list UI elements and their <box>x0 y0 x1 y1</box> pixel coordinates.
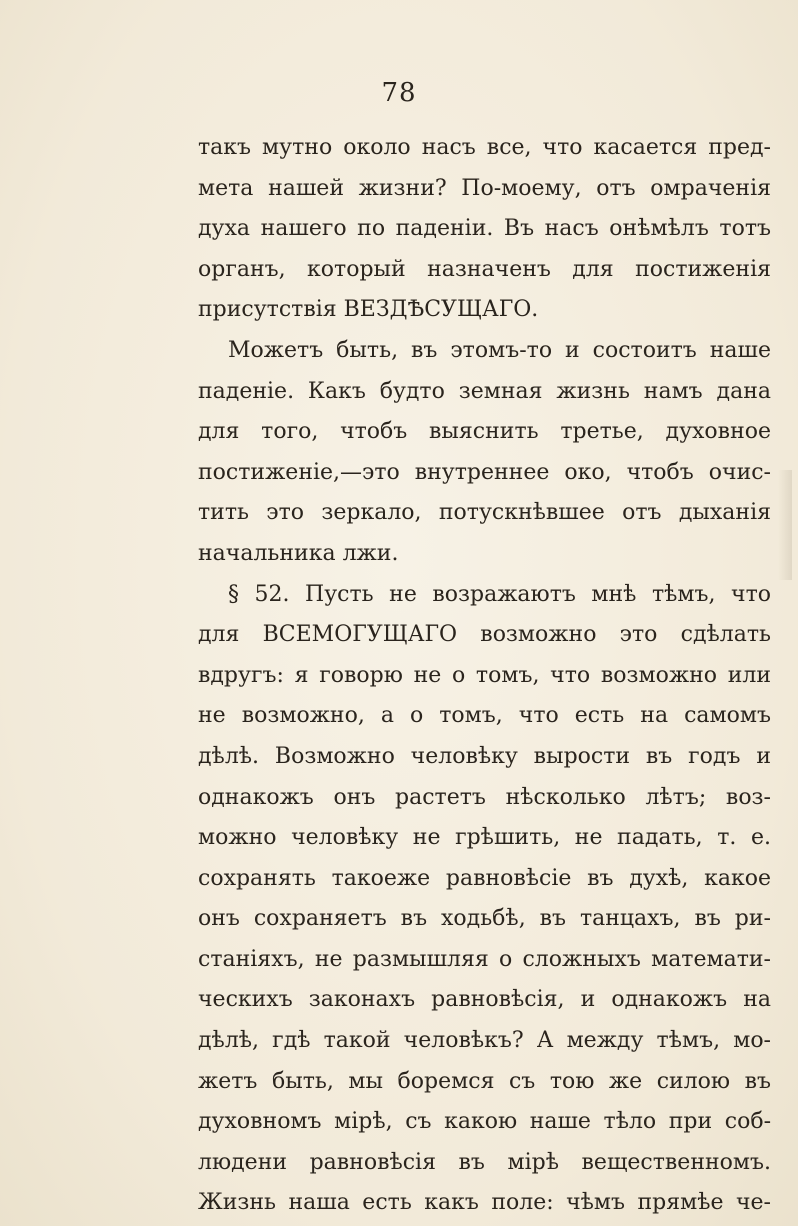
text-line: постиженіе,—это внутреннее око, чтобъ очис- <box>198 459 771 485</box>
text-line: тить это зеркало, потускнѣвшее отъ дыханія <box>198 500 771 526</box>
text-line: ческихъ законахъ равновѣсія, и однакожъ на <box>198 987 771 1013</box>
text-line: людени равновѣсія въ мірѣ вещественномъ. <box>198 1149 771 1175</box>
page-edge-shadow <box>778 470 792 580</box>
body-text <box>198 128 771 1224</box>
text-line: онъ сохраняетъ въ ходьбѣ, въ танцахъ, въ ри- <box>198 906 771 932</box>
text-line: дѣлѣ, гдѣ такой человѣкъ? А между тѣмъ, мо- <box>198 1028 771 1054</box>
text-line: не возможно, а о томъ, что есть на самомъ <box>198 703 771 729</box>
text-line: духовномъ мірѣ, съ какою наше тѣло при соб- <box>198 1109 771 1135</box>
text-line: паденіе. Какъ будто земная жизнь намъ дана <box>198 378 771 404</box>
page-number: 78 <box>381 78 417 108</box>
text-line: присутствія ВЕЗДѢСУЩАГО. <box>198 297 539 323</box>
text-line: можно человѣку не грѣшить, не падать, т. е. <box>198 825 771 851</box>
text-line: станіяхъ, не размышляя о сложныхъ математи- <box>198 946 771 972</box>
text-line: однакожъ онъ растетъ нѣсколько лѣтъ; воз- <box>198 784 771 810</box>
text-line: сохранять такоеже равновѣсіе въ духѣ, какое <box>198 865 771 891</box>
text-line: начальника лжи. <box>198 540 399 566</box>
text-line: дѣлѣ. Возможно человѣку вырости въ годъ и <box>198 743 771 769</box>
text-line: Можетъ быть, въ этомъ-то и состоитъ наше <box>228 337 771 363</box>
text-line: § 52. Пусть не возражаютъ мнѣ тѣмъ, что <box>228 581 771 607</box>
text-line: органъ, который назначенъ для постиженія <box>198 256 771 282</box>
text-line: Жизнь наша есть какъ поле: чѣмъ прямѣе че- <box>198 1190 771 1216</box>
text-line: жетъ быть, мы боремся съ тою же силою въ <box>198 1068 771 1094</box>
text-line: такъ мутно около насъ все, что касается пред- <box>198 135 771 160</box>
text-line: для ВСЕМОГУЩАГО возможно это сдѣлать <box>198 622 771 648</box>
text-line: мета нашей жизни? По-моему, отъ омраченія <box>198 175 771 201</box>
text-line: для того, чтобъ выяснить третье, духовное <box>198 419 771 445</box>
text-line: вдругъ: я говорю не о томъ, что возможно или <box>198 662 771 688</box>
text-line: духа нашего по паденіи. Въ насъ онѣмѣлъ тотъ <box>198 216 771 242</box>
